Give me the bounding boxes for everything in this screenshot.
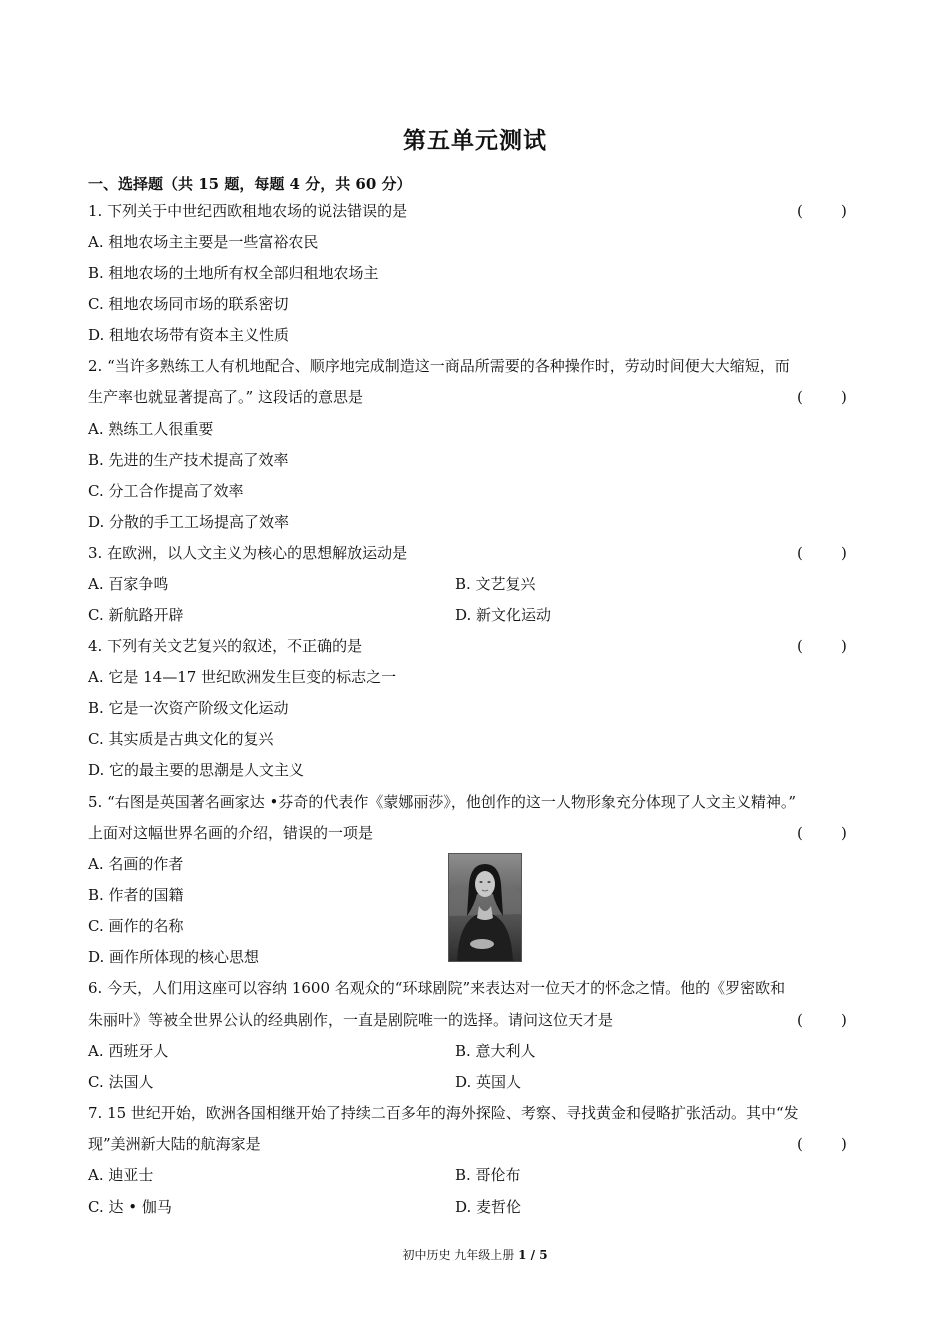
footer-text: 初中历史 九年级上册 [402,1248,515,1262]
question-1-option-b: B. 租地农场的土地所有权全部归租地农场主 [88,264,379,282]
page-footer [0,1246,950,1263]
question-4-option-a: A. 它是 14—17 世纪欧洲发生巨变的标志之一 [88,668,397,686]
question-3-option-b: B. 文艺复兴 [455,575,536,593]
question-5-stem-line-1: 5. “右图是英国著名画家达 •芬奇的代表作《蒙娜丽莎》，他创作的这一人物形象充分体现了人文主义精神。” [88,793,797,811]
question-5-stem-line-2: 上面对这幅世界名画的介绍，错误的一项是 [88,824,374,842]
question-6-stem-line-2: 朱丽叶》等被全世界公认的经典剧作，一直是剧院唯一的选择。请问这位天才是 [88,1011,614,1029]
question-5-option-a: A. 名画的作者 [88,855,184,873]
answer-paren: ( ) [797,388,847,406]
question-1-stem: 1. 下列关于中世纪西欧租地农场的说法错误的是 [88,202,408,220]
section-title: 一、选择题（共 15 题，每题 4 分，共 60 分） [88,175,412,193]
question-5-option-b: B. 作者的国籍 [88,886,184,904]
question-3-option-c: C. 新航路开辟 [88,606,184,624]
page-title: 第五单元测试 [403,127,547,154]
question-7-stem-line-2: 现”美洲新大陆的航海家是 [88,1135,261,1153]
question-3-option-d: D. 新文化运动 [455,606,552,624]
question-6-option-d: D. 英国人 [455,1073,522,1091]
question-7-option-b: B. 哥伦布 [455,1166,521,1184]
question-2-stem-line-2: 生产率也就显著提高了。” 这段话的意思是 [88,388,363,406]
question-2-stem-line-1: 2. “当许多熟练工人有机地配合、顺序地完成制造这一商品所需要的各种操作时，劳动时间便大大缩短，而 [88,357,790,375]
question-4-option-c: C. 其实质是古典文化的复兴 [88,730,274,748]
question-5-option-d: D. 画作所体现的核心思想 [88,948,260,966]
question-7-option-c: C. 达 • 伽马 [88,1198,172,1216]
question-1-option-d: D. 租地农场带有资本主义性质 [88,326,290,344]
mona-lisa-painting-image [448,853,522,962]
answer-paren: ( ) [797,544,847,562]
question-6-stem-line-1: 6. 今天，人们用这座可以容纳 1600 名观众的“环球剧院”来表达对一位天才的怀念之情。他的《罗密欧和 [88,979,786,997]
question-3-option-a: A. 百家争鸣 [88,575,169,593]
question-4-option-d: D. 它的最主要的思潮是人文主义 [88,761,305,779]
question-5-option-c: C. 画作的名称 [88,917,184,935]
answer-paren: ( ) [797,202,847,220]
answer-paren: ( ) [797,637,847,655]
question-2-option-c: C. 分工合作提高了效率 [88,482,244,500]
question-2-option-a: A. 熟练工人很重要 [88,420,214,438]
question-4-option-b: B. 它是一次资产阶级文化运动 [88,699,289,717]
page-number: 1 / 5 [518,1248,548,1262]
question-7-option-d: D. 麦哲伦 [455,1198,522,1216]
question-6-option-a: A. 西班牙人 [88,1042,169,1060]
question-6-option-c: C. 法国人 [88,1073,154,1091]
answer-paren: ( ) [797,824,847,842]
answer-paren: ( ) [797,1135,847,1153]
question-6-option-b: B. 意大利人 [455,1042,536,1060]
question-7-option-a: A. 迪亚士 [88,1166,154,1184]
question-7-stem-line-1: 7. 15 世纪开始，欧洲各国相继开始了持续二百多年的海外探险、考察、寻找黄金和侵略扩张活动。其中“发 [88,1104,799,1122]
question-1-option-a: A. 租地农场主主要是一些富裕农民 [88,233,319,251]
question-2-option-b: B. 先进的生产技术提高了效率 [88,451,289,469]
question-2-option-d: D. 分散的手工工场提高了效率 [88,513,290,531]
question-1-option-c: C. 租地农场同市场的联系密切 [88,295,289,313]
question-3-stem: 3. 在欧洲，以人文主义为核心的思想解放运动是 [88,544,408,562]
answer-paren: ( ) [797,1011,847,1029]
question-4-stem: 4. 下列有关文艺复兴的叙述，不正确的是 [88,637,363,655]
